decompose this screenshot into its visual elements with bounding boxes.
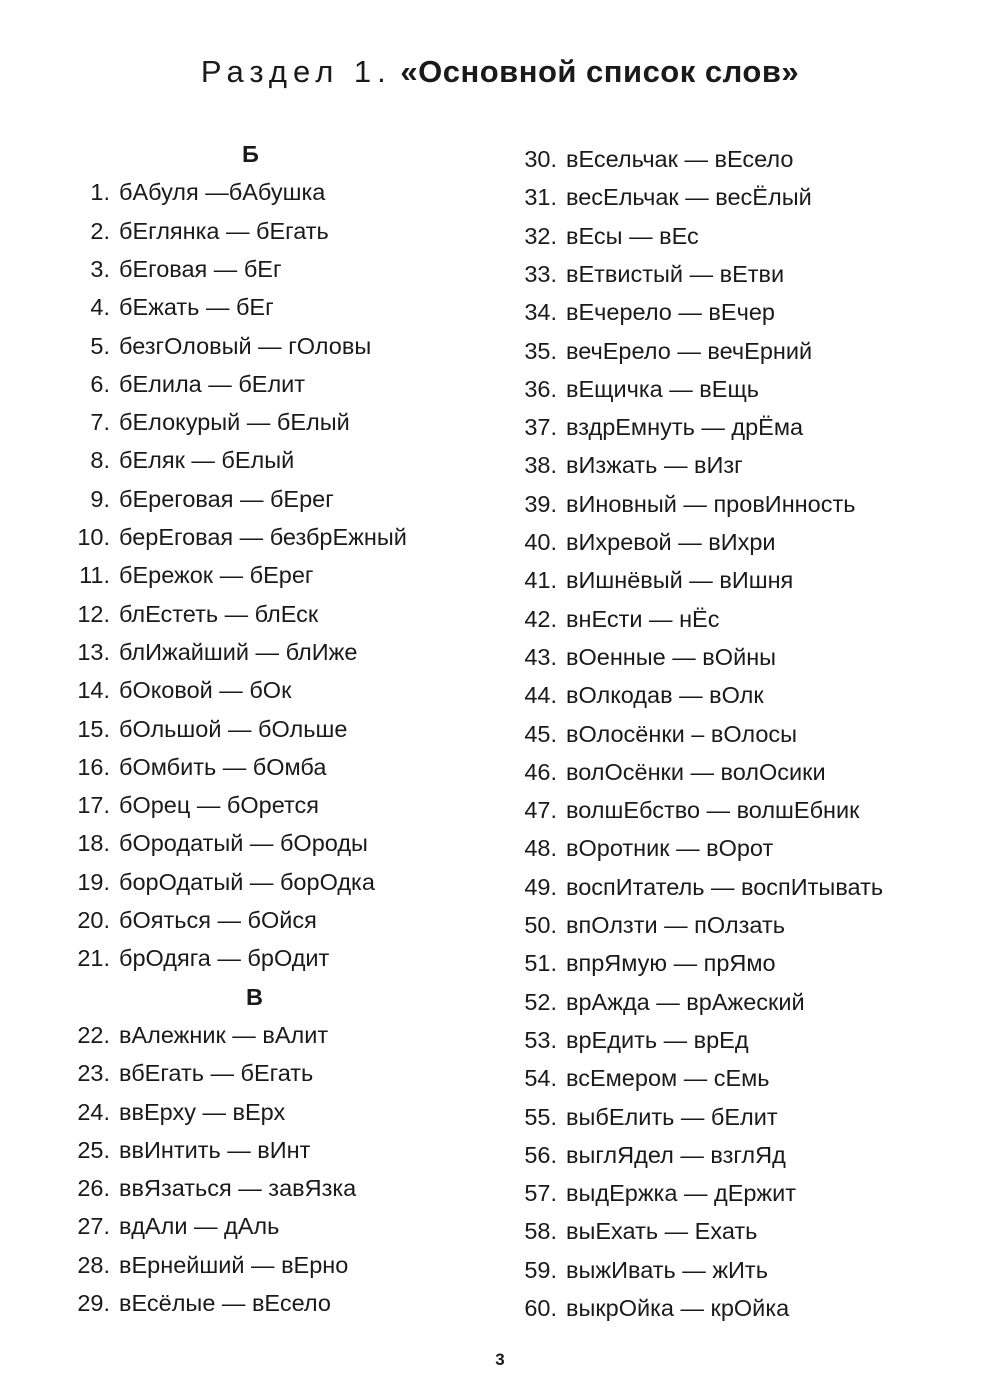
entry-text: ввИнтить — вИнт [119, 1136, 311, 1163]
entry-text: вЕсёлые — вЕсело [119, 1290, 331, 1316]
entry-number: 47. [524, 797, 557, 824]
entry-number: 27. [77, 1213, 110, 1240]
entry-text: впрЯмую — прЯмо [566, 950, 776, 977]
page-title [0, 52, 1000, 92]
entry-number: 56. [524, 1141, 557, 1168]
word-entry [70, 518, 407, 556]
entry-text: бОрец — бОрется [119, 792, 319, 819]
word-entry [70, 901, 317, 939]
entry-number: 60. [524, 1295, 557, 1321]
entry-text: бЕлокурый — бЕлый [119, 409, 350, 436]
word-entry [70, 480, 334, 518]
entry-number: 12. [77, 600, 110, 627]
word-entry [70, 365, 305, 403]
word-entry [70, 1284, 331, 1322]
entry-number: 41. [524, 567, 557, 594]
word-entry [505, 1021, 749, 1059]
entry-number: 37. [524, 414, 557, 441]
word-entry [70, 1054, 313, 1092]
word-entry [70, 1246, 348, 1284]
entry-number: 9. [90, 485, 110, 512]
entry-text: вИновный — провИнность [566, 490, 856, 517]
entry-number: 42. [524, 605, 557, 632]
letter-heading: В [246, 983, 263, 1010]
word-entry [505, 1251, 768, 1289]
entry-number: 2. [90, 217, 110, 244]
entry-text: вИхревой — вИхри [566, 529, 776, 555]
entry-text: выкрОйка — крОйка [566, 1295, 790, 1321]
entry-number: 13. [77, 638, 110, 665]
entry-number: 24. [77, 1098, 110, 1125]
entry-text: бЕреговая — бЕрег [119, 485, 334, 512]
entry-number: 20. [77, 907, 110, 933]
entry-number: 55. [524, 1103, 557, 1130]
entry-number: 10. [77, 524, 110, 550]
entry-number: 34. [524, 299, 557, 326]
entry-number: 40. [524, 529, 557, 555]
word-entry [505, 523, 776, 561]
entry-text: бОмбить — бОмба [119, 753, 327, 780]
entry-number: 8. [90, 447, 110, 474]
entry-number: 29. [77, 1290, 110, 1316]
entry-text: блЕстеть — блЕск [119, 600, 319, 627]
entry-text: врЕдить — врЕд [566, 1026, 749, 1053]
entry-number: 19. [77, 868, 110, 895]
entry-text: вОлосёнки – вОлосы [566, 720, 798, 747]
entry-text: бОковой — бОк [119, 677, 292, 704]
word-entry [70, 595, 318, 633]
entry-number: 23. [77, 1060, 110, 1087]
word-entry [505, 753, 826, 791]
entry-text: вИзжать — вИзг [566, 452, 743, 479]
entry-text: бЕговая — бЕг [119, 255, 282, 282]
entry-text: вЕрнейший — вЕрно [119, 1251, 349, 1278]
entry-number: 22. [77, 1021, 110, 1048]
word-entry [505, 638, 776, 676]
entry-text: бОльшой — бОльше [119, 715, 348, 742]
entry-text: бОяться — бОйся [119, 907, 317, 933]
entry-text: вЕсы — вЕс [566, 222, 699, 249]
entry-number: 50. [524, 912, 557, 938]
entry-text: безгОловый — гОловы [119, 332, 372, 359]
entry-text: бЕрежок — бЕрег [119, 562, 314, 589]
entry-number: 35. [524, 337, 557, 364]
entry-number: 30. [524, 146, 557, 172]
entry-number: 57. [524, 1180, 557, 1207]
entry-number: 26. [77, 1175, 110, 1202]
word-entry [70, 327, 371, 365]
entry-number: 28. [77, 1251, 110, 1278]
section-title: «Основной список слов» [400, 54, 800, 89]
entry-number: 3. [90, 255, 110, 282]
word-entry [505, 408, 803, 446]
entry-text: брОдяга — брОдит [119, 945, 330, 972]
word-entry [70, 212, 329, 250]
word-entry [505, 485, 855, 523]
entry-number: 1. [90, 179, 110, 206]
page-number: 3 [495, 1350, 505, 1369]
entry-number: 32. [524, 222, 557, 249]
word-entry [505, 944, 776, 982]
entry-number: 5. [90, 332, 110, 359]
letter-heading: Б [242, 141, 259, 167]
word-entry [505, 1059, 770, 1097]
entry-number: 17. [77, 792, 110, 819]
word-entry [70, 250, 282, 288]
word-entry [70, 441, 294, 479]
entry-number: 46. [524, 758, 557, 785]
word-entry [505, 1136, 786, 1174]
entry-number: 59. [524, 1256, 557, 1283]
word-entry [505, 791, 859, 829]
word-entry [70, 824, 368, 862]
word-entry [505, 370, 759, 408]
entry-number: 52. [524, 988, 557, 1015]
entry-text: вЕчерело — вЕчер [566, 299, 775, 326]
entry-text: весЕльчак — весЁлый [566, 184, 812, 211]
entry-text: волшЕбство — волшЕбник [566, 797, 860, 824]
word-entry [505, 140, 793, 178]
word-entry [505, 332, 812, 370]
word-entry [70, 1016, 328, 1054]
word-entry [505, 829, 773, 867]
entry-number: 18. [77, 830, 110, 857]
entry-text: вЕсельчак — вЕсело [566, 146, 794, 172]
entry-number: 44. [524, 682, 557, 709]
entry-number: 48. [524, 835, 557, 862]
word-entry [505, 255, 784, 293]
entry-number: 49. [524, 873, 557, 900]
entry-text: бЕглянка — бЕгать [119, 217, 329, 244]
word-entry [505, 446, 743, 484]
word-entry [70, 671, 291, 709]
entry-number: 7. [90, 409, 110, 436]
word-entry [505, 1098, 778, 1136]
entry-text: вОротник — вОрот [566, 835, 774, 862]
entry-number: 51. [524, 950, 557, 977]
entry-number: 38. [524, 452, 557, 479]
word-entry [505, 561, 793, 599]
entry-text: вбЕгать — бЕгать [119, 1060, 314, 1087]
word-entry [505, 217, 699, 255]
entry-number: 16. [77, 753, 110, 780]
entry-text: бЕлила — бЕлит [119, 370, 306, 397]
word-entry [505, 600, 719, 638]
word-entry [505, 906, 785, 944]
entry-text: вечЕрело — вечЕрний [566, 337, 813, 364]
entry-text: волОсёнки — волОсики [566, 758, 826, 785]
entry-number: 14. [77, 677, 110, 704]
word-entry [505, 676, 764, 714]
word-entry [70, 1169, 356, 1207]
word-entry [505, 293, 775, 331]
entry-text: выдЕржка — дЕржит [566, 1180, 797, 1207]
entry-text: врАжда — врАжеский [566, 988, 805, 1015]
section-label: Раздел 1. [200, 54, 392, 89]
word-entry [70, 173, 325, 211]
entry-text: выжИвать — жИть [566, 1256, 768, 1283]
entry-text: борОдатый — борОдка [119, 868, 375, 895]
entry-number: 33. [524, 260, 557, 287]
word-entry [505, 715, 797, 753]
entry-text: впОлзти — пОлзать [566, 912, 785, 938]
entry-number: 45. [524, 720, 557, 747]
word-entry [70, 1093, 285, 1131]
entry-number: 58. [524, 1218, 557, 1245]
word-entry [70, 288, 274, 326]
entry-text: вздрЕмнуть — дрЁма [566, 414, 804, 441]
word-entry [505, 1212, 757, 1250]
entry-text: вдАли — дАль [119, 1213, 280, 1240]
entry-number: 36. [524, 375, 557, 402]
entry-text: всЕмером — сЕмь [566, 1065, 770, 1092]
entry-text: ввЯзаться — завЯзка [119, 1175, 357, 1202]
entry-number: 39. [524, 490, 557, 517]
word-entry [70, 633, 357, 671]
entry-number: 11. [79, 562, 110, 589]
word-entry [70, 939, 329, 977]
entry-text: вОлкодав — вОлк [566, 682, 764, 709]
entry-text: воспИтатель — воспИтывать [566, 873, 884, 900]
entry-text: выбЕлить — бЕлит [566, 1103, 778, 1130]
entry-text: вИшнёвый — вИшня [566, 567, 794, 594]
entry-number: 15. [77, 715, 110, 742]
entry-number: 21. [77, 945, 110, 972]
entry-number: 25. [77, 1136, 110, 1163]
word-entry [70, 556, 313, 594]
entry-number: 54. [524, 1065, 557, 1092]
entry-text: бАбуля —бАбушка [119, 179, 326, 206]
entry-text: берЕговая — безбрЕжный [119, 524, 407, 550]
entry-text: бОродатый — бОроды [119, 830, 368, 857]
word-entry [70, 403, 350, 441]
entry-number: 31. [524, 184, 557, 211]
word-entry [70, 1207, 279, 1245]
entry-text: ввЕрху — вЕрх [119, 1098, 286, 1125]
entry-text: бЕляк — бЕлый [119, 447, 295, 474]
word-entry [505, 178, 812, 216]
entry-text: внЕсти — нЁс [566, 605, 720, 632]
entry-text: выЕхать — Ехать [566, 1218, 758, 1245]
word-entry [505, 868, 883, 906]
word-entry [505, 1174, 796, 1212]
entry-text: вОенные — вОйны [566, 643, 777, 670]
entry-text: вАлежник — вАлит [119, 1021, 329, 1048]
word-entry [505, 983, 805, 1021]
entry-text: блИжайший — блИже [119, 638, 358, 665]
entry-text: вЕщичка — вЕщь [566, 375, 760, 402]
entry-text: бЕжать — бЕг [119, 294, 274, 321]
word-entry [70, 748, 326, 786]
entry-number: 4. [90, 294, 110, 321]
entry-number: 53. [524, 1026, 557, 1053]
entry-number: 43. [524, 643, 557, 670]
entry-number: 6. [90, 370, 110, 397]
entry-text: выглЯдел — взглЯд [566, 1141, 786, 1168]
word-entry [70, 863, 375, 901]
word-entry [70, 1131, 310, 1169]
entry-text: вЕтвистый — вЕтви [566, 260, 785, 287]
word-entry [505, 1289, 789, 1327]
word-entry [70, 710, 347, 748]
word-entry [70, 786, 319, 824]
